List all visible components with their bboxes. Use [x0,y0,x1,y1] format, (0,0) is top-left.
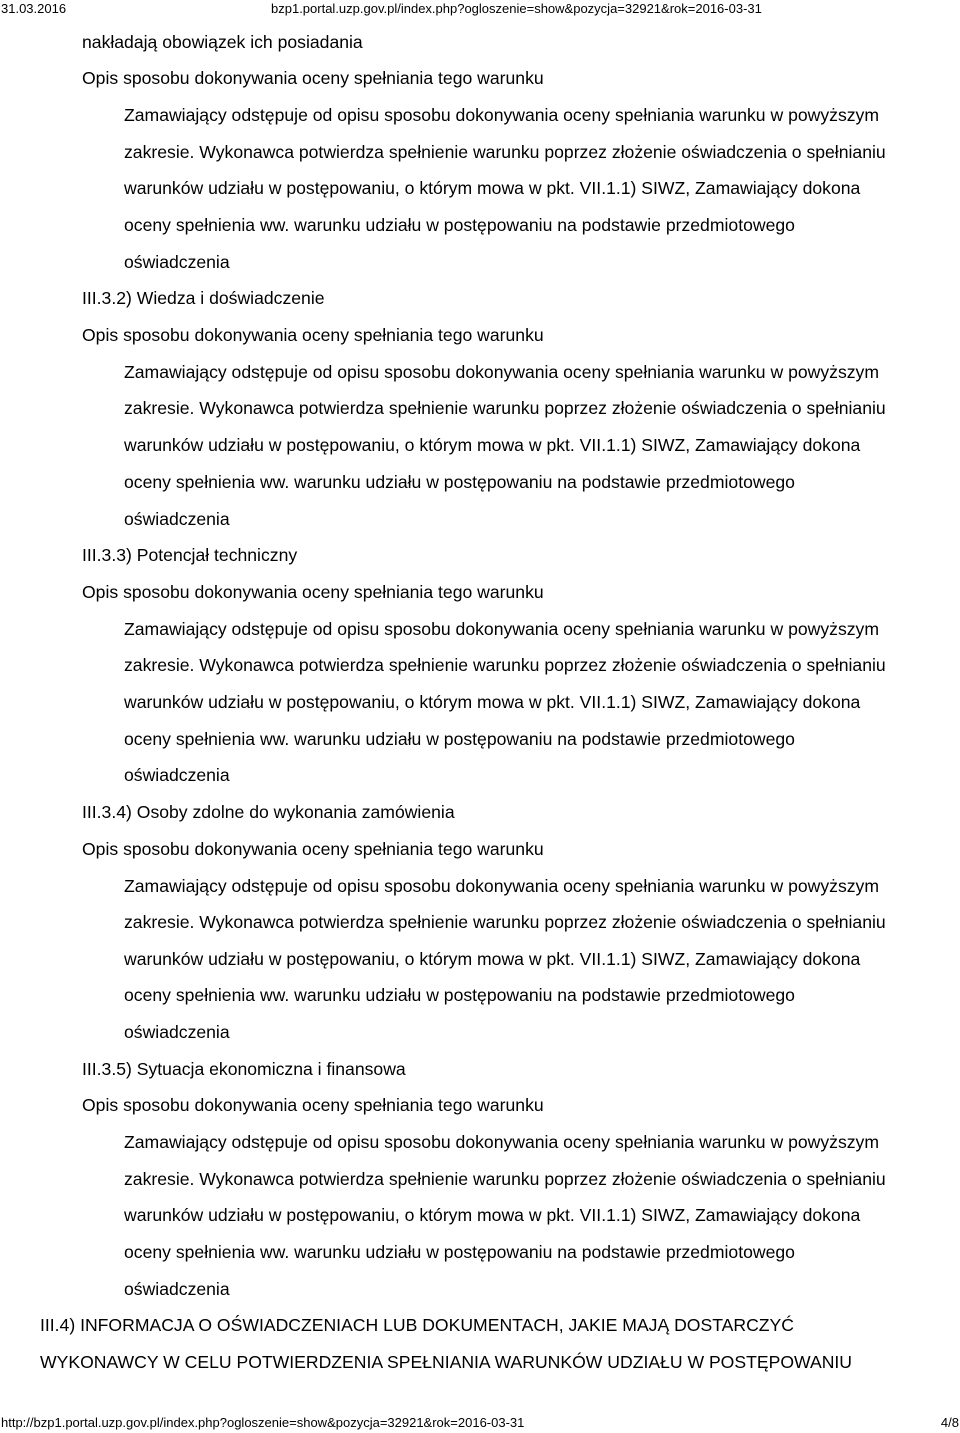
paragraph-line: zakresie. Wykonawca potwierdza spełnienie warunku poprzez złożenie oświadczenia o spełnianiu [124,655,886,675]
paragraph-line: Zamawiający odstępuje od opisu sposobu dokonywania oceny spełniania warunku w powyższym [124,876,879,896]
paragraph-line: Zamawiający odstępuje od opisu sposobu dokonywania oceny spełniania warunku w powyższym [124,619,879,639]
print-url: bzp1.portal.uzp.gov.pl/index.php?ogloszenie=show&pozycja=32921&rok=2016-03-31 [271,1,762,16]
paragraph-line: Zamawiający odstępuje od opisu sposobu dokonywania oceny spełniania warunku w powyższym [124,1132,879,1152]
section-title: III.3.4) Osoby zdolne do wykonania zamówienia [82,802,455,822]
paragraph-line: oceny spełnienia ww. warunku udziału w postępowaniu na podstawie przedmiotowego [124,215,795,235]
paragraph-line: warunków udziału w postępowaniu, o którym mowa w pkt. VII.1.1) SIWZ, Zamawiający dokona [124,435,861,455]
heading-line: WYKONAWCY W CELU POTWIERDZENIA SPEŁNIANIA WARUNKÓW UDZIAŁU W POSTĘPOWANIU [40,1352,852,1372]
continued-line: nakładają obowiązek ich posiadania [82,32,363,52]
paragraph-line: warunków udziału w postępowaniu, o którym mowa w pkt. VII.1.1) SIWZ, Zamawiający dokona [124,949,861,969]
paragraph-line: oświadczenia [124,765,230,785]
opis-label: Opis sposobu dokonywania oceny spełniania tego warunku [82,68,544,88]
paragraph-line: oświadczenia [124,509,230,529]
paragraph-line: oświadczenia [124,1022,230,1042]
paragraph-line: oceny spełnienia ww. warunku udziału w postępowaniu na podstawie przedmiotowego [124,985,795,1005]
print-date: 31.03.2016 [1,1,67,16]
heading-line: III.4) INFORMACJA O OŚWIADCZENIACH LUB DOKUMENTACH, JAKIE MAJĄ DOSTARCZYĆ [40,1315,794,1335]
opis-label: Opis sposobu dokonywania oceny spełniania tego warunku [82,325,544,345]
paragraph-line: oceny spełnienia ww. warunku udziału w postępowaniu na podstawie przedmiotowego [124,729,795,749]
footer-url: http://bzp1.portal.uzp.gov.pl/index.php?ogloszenie=show&pozycja=32921&rok=2016-03-31 [1,1415,525,1430]
paragraph-line: zakresie. Wykonawca potwierdza spełnienie warunku poprzez złożenie oświadczenia o spełnianiu [124,1169,886,1189]
section-title: III.3.5) Sytuacja ekonomiczna i finansowa [82,1059,406,1079]
paragraph-line: oceny spełnienia ww. warunku udziału w postępowaniu na podstawie przedmiotowego [124,1242,795,1262]
page-number: 4/8 [940,1415,959,1430]
section-title: III.3.2) Wiedza i doświadczenie [82,288,325,308]
paragraph-line: zakresie. Wykonawca potwierdza spełnienie warunku poprzez złożenie oświadczenia o spełnianiu [124,142,886,162]
opis-label: Opis sposobu dokonywania oceny spełniania tego warunku [82,582,544,602]
paragraph-line: zakresie. Wykonawca potwierdza spełnienie warunku poprzez złożenie oświadczenia o spełnianiu [124,398,886,418]
paragraph-line: warunków udziału w postępowaniu, o którym mowa w pkt. VII.1.1) SIWZ, Zamawiający dokona [124,692,861,712]
paragraph-line: warunków udziału w postępowaniu, o którym mowa w pkt. VII.1.1) SIWZ, Zamawiający dokona [124,1205,861,1225]
section-title: III.3.3) Potencjał techniczny [82,545,298,565]
paragraph-line: warunków udziału w postępowaniu, o którym mowa w pkt. VII.1.1) SIWZ, Zamawiający dokona [124,178,861,198]
opis-label: Opis sposobu dokonywania oceny spełniania tego warunku [82,1095,544,1115]
paragraph-line: Zamawiający odstępuje od opisu sposobu dokonywania oceny spełniania warunku w powyższym [124,362,879,382]
paragraph-line: zakresie. Wykonawca potwierdza spełnienie warunku poprzez złożenie oświadczenia o spełnianiu [124,912,886,932]
paragraph-line: oświadczenia [124,1279,230,1299]
paragraph-line: oświadczenia [124,252,230,272]
paragraph-line: oceny spełnienia ww. warunku udziału w postępowaniu na podstawie przedmiotowego [124,472,795,492]
paragraph-line: Zamawiający odstępuje od opisu sposobu dokonywania oceny spełniania warunku w powyższym [124,105,879,125]
opis-label: Opis sposobu dokonywania oceny spełniania tego warunku [82,839,544,859]
